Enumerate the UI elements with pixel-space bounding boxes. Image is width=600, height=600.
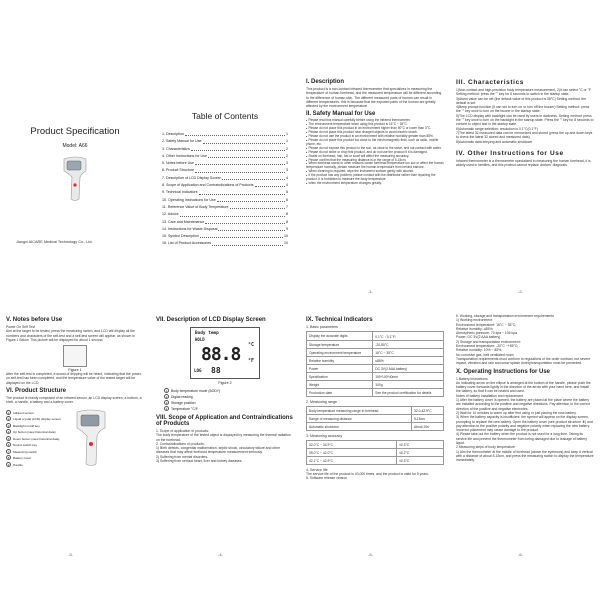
characteristic-item: 1)Non-contact and high-precision body temperature measurement, 2(it can select °C or °F. [456,88,592,92]
accuracy-caption: 3. Measuring accuracy [306,434,343,438]
part-item [6,416,61,423]
part-label: Up button (view historical data) [13,430,56,435]
toc-label: 11. Reference Value of Body Temperature [162,204,229,209]
table-cell: Relative humidity [307,357,373,365]
lcd-celsius: °C [247,342,254,348]
table-row [307,332,444,341]
section-operating-title: X. Operating Instructions for Use [456,368,551,375]
thermometer-structure-image [71,408,111,468]
structure-diagram [6,408,144,469]
toc-row [156,167,294,174]
toc-label: 4. Other Instructions for Use [162,153,207,158]
toc-leader [195,167,285,172]
characteristic-item: 6)Automatic range selection: resolution is 0.1°C(0.1°F) [456,126,538,131]
toc-leader [185,131,285,136]
table-row [307,407,444,415]
environment-item: No corrosive gas, well ventilated room; [456,352,515,357]
table-cell: ±0.3°C [397,457,444,465]
environment-item: 1) Working environment: [456,318,493,323]
lcd-digits: 88.8 [201,344,241,365]
scope-item: 1. Scope of application of products: [156,429,209,433]
environment-item: Environment temperature: -20°C ~+55°C; [456,344,519,349]
operating-item: 4) Please take out the battery when the product is not used for a long time. Taking its service life and prevent the thermometer from being damaged due to leakage of battery liquid. [456,432,587,446]
notes-text: Aim at the target to be tested, press the measuring switch, and LCD will display all the numbers and characters of the self-test and a self-test screen will appear, as shown in Figure 1 Below. This picture will be displayed for about 1 second. [6,329,135,342]
safety-item: ● when the environment temperature changes greatly. [306,182,444,186]
table-cell: ±0.3°C [397,441,444,449]
toc-page: 10 [284,234,288,239]
table-cell: Body temperature measuring range in forehead [307,407,412,415]
page-number: -1- [368,289,373,294]
table-cell: DC 3V(2 AAA battery) [373,365,444,373]
accuracy-table [306,440,444,465]
scope-item: The body temperature of the tested object is displayed by measuring the thermal radiation on the forehead. [156,433,291,442]
characteristic-item: 5)The LCD display with backlight can be used by users in darkness. Setting method: press the "" key once to turn on the backlight in the startup state. Press the "" key for 8 seconds to convert to object test in the startup state. [456,113,594,127]
toc-label: 2. Safety Manual for Use [162,139,202,144]
power-on-self-test: Power On Self Test [6,325,35,329]
toc-label: 3. Characteristics [162,146,190,151]
toc-label: 13. Care and Maintenance [162,219,205,224]
environment-item: 6. Working, storage and transportation environment requirements [456,314,554,318]
toc-leader [200,233,283,238]
toc-leader [180,211,285,216]
operating-item: 1) After the battery cover is opened, the battery are placed at the place where the battery are installed according to the positive and negative directions. Pay attention to the correct direction of the positive and negative electrodes. [456,398,591,411]
legend-item [164,406,294,412]
part-number: 4 [7,430,10,435]
table-cell: 16°C ~ 35°C [373,349,444,357]
lcd-log-label: LOG [194,368,202,373]
page-4 [150,308,300,544]
toc-label: 10. Operating Instructions for Use [162,197,216,202]
table-cell: 100g [373,381,444,389]
environment-item: Transportation requirements must conform to regulations of the order contract, but severe impact, vibration and rain and snow splash during transportation must be prevented. [456,356,591,366]
legend-label: Digital reading [171,395,193,399]
scope-item: 1) Birth defects, congenital malformation, septic shock, circulatory failure and other diseases that may affect forehead temperature measurement seriously. [156,446,281,455]
cover-title: Product Specification [30,126,120,137]
lcd-hold-label: HOLD [195,337,205,342]
characteristic-item: Setting method: press the "" key for 8 seconds to switch in the startup state. [456,92,570,97]
service-life-text: The service life of the product is 40,000 times, and the product is valid for 5 years. [306,472,429,476]
operating-item: Notes of battery installation and replacement [456,393,524,398]
legend-number: 3 [165,401,168,405]
toc-page: 1 [286,139,288,144]
part-number: 7 [7,449,10,454]
part-number: 3 [7,423,10,428]
page-number: -2- [518,289,523,294]
other-instructions-text: Infrared thermometer is a thermometer specialized in measuring the human forehead, it is widely used in families, and this product cannot replace doctors' diagnosis. [456,158,591,168]
toc-leader [205,219,285,224]
toc-page: 1 [286,132,288,136]
table-cell: Range of measuring distance [307,415,412,423]
toc-page: 5 [286,190,288,195]
toc-page: 2 [286,146,288,151]
section-scope-title: VIII. Scope of Application and Contraindications of Products [156,415,293,427]
scope-item: 3) Suffering from serious heart, liver and kidney diseases. [156,459,243,464]
toc-label: 16. List of Product Accessories [162,241,212,246]
toc-page: 2 [286,153,288,158]
software-version-text: 5. Software release version [306,476,348,481]
toc-leader [195,160,285,165]
table-row [307,457,444,465]
environment-requirements [456,314,594,366]
table-cell: -20-55°C [373,341,444,349]
lcd-display [190,327,260,379]
table-row [307,365,444,373]
toc-row [156,153,294,160]
page-2 [450,70,600,284]
toc-label: 6. Product Structure [162,168,194,173]
table-cell: 5-15cm [411,415,443,423]
toc-list [156,131,294,248]
section-structure-title: VI. Product Structure [6,388,67,395]
operating-item: 1.Battery instructions [456,376,488,381]
section-characteristics-title: III. Characteristics [456,79,524,86]
section-notes-title: V. Notes before Use [6,317,63,323]
toc-label: 15. Symbol Description [162,234,199,239]
part-label: Handle [13,462,23,467]
parts-list [6,410,61,469]
toc-row [156,233,294,240]
toc-row [156,197,294,204]
thermometer-image [60,155,90,203]
table-row [307,415,444,423]
toc-row [156,226,294,233]
section-lcd-title: VII. Description of LCD Display Screen [156,317,266,323]
table-cell: 32.0°C ~ 34.9°C [307,441,397,449]
basic-parameters-caption: 1. Basic parameters [306,325,338,329]
table-row [307,441,444,449]
safety-item: ● Please do not strike or drop this product, and do not use the product if it is damaged. [306,151,444,155]
legend-number: 1 [165,389,168,393]
measuring-range-caption: 2. Measuring range [306,400,337,404]
toc-row [156,240,294,247]
legend-number: 2 [165,395,168,399]
lcd-fahrenheit: °F [247,358,254,364]
part-number: 1 [7,410,10,415]
safety-item: ● Please do not place this product in an environment higher than 50°C or lower than 0°C. [306,127,444,131]
safety-list [306,119,444,185]
scope-item: 2) Suffering from mental disorders. [156,454,209,459]
table-cell: See the product certification for details [373,389,444,397]
toc-leader [191,146,285,151]
toc-row [156,219,294,226]
environment-item: 2) Storage and transportation environment: [456,339,521,344]
characteristic-item: 7)The latest 32 measured data can be memorized and stored (press the up and down keys to check the latest 32 stored and measured data) [456,130,593,140]
scope-item: 2. Contraindications of products: [156,441,205,446]
page-6 [450,308,600,544]
table-row [307,389,444,397]
description-text: This product is a non-contact infrared thermometer that specializes in measuring the temperature of human forehead, and the measured temperature will be different according to the difference of human skin. The different measured parts of human can result in different temperatures, this is because that the exposed parts of the human are greatly affected by the environment temperature. [306,87,442,109]
part-label: Sound switch key [13,443,38,448]
cover-company: Jiangxi AICARE Medical Technology Co., Ltd. [16,240,93,244]
table-cell: 0.1°C（0.1°F） [373,332,444,341]
part-item [6,429,61,436]
toc-page: 9 [286,226,288,231]
characteristic-item: 4)Beep prompt function (it can set to turn on or turn off the buzzer) Setting method: press the "" key once to turn on the buzzer in the startup state. [456,105,590,114]
characteristic-item: 3)Alarm value can be set (the default value of this product is 38°C) Setting method: the default is set. [456,96,587,105]
part-label: Down button (view historical data) [13,436,60,441]
operating-item: 2) Wait for 10 minutes to warm up after first using or just placing the new battery. [456,410,577,415]
structure-text: The product is mainly composed of an infrared sensor, an LCD display screen, a bottom, a shell, a handle, a battery and a battery cover. [6,396,142,405]
toc-label: 7. Description of LCD Display Screen [162,175,222,180]
safety-item: ● Please confirm that the measuring distance is in the range of 5-15cm. [306,159,444,163]
table-cell: 35.0°C ~ 42.0°C [307,449,397,457]
toc-label: 5. Notes before Use [162,161,194,166]
environment-item: Atmospheric pressure: 70 kpa ~ 106 kpa [456,331,517,336]
toc-page: 8 [286,219,288,224]
toc-leader [203,138,285,143]
legend-label: Body temperature mode (BODY) [171,389,221,393]
toc-row [156,131,294,138]
table-row [307,373,444,381]
environment-item: Environment temperature: 16°C ~ 35°C; [456,322,517,327]
safety-item: ● The environment temperature when using this product is 16°C ~ 35°C. [306,123,444,127]
table-row [307,341,444,349]
page-number: -6- [518,552,523,557]
toc-page: 8 [286,212,288,217]
figure-2-caption: Figure 2 [218,381,232,385]
toc-label: 8. Scope of Application and Contraindications of Products [162,183,254,188]
table-cell: Operating environment temperature [307,349,373,357]
table-cell: 42.1°C ~ 42.9°C [307,457,397,465]
table-cell: Weight [307,381,373,389]
cover-model: Model: A66 [62,143,88,149]
toc-row [156,211,294,218]
part-item [6,462,61,469]
toc-row [156,189,294,196]
toc-leader [255,182,286,187]
table-cell: Power [307,365,373,373]
part-number: 8 [7,456,10,461]
characteristics-list [456,88,594,144]
page-1 [300,70,450,284]
toc-label: 12. Advice [162,212,179,217]
operating-item: 3) When the battery capacity is insufficient, the symbol will appear on the display screen, prompting to replace the new battery. Open the battery cover (see product structure ⑧) and pay attention to the positive polarity and negative polarity when replacing the new battery. Incorrect placement may cause damage to the product. [456,415,593,433]
toc-page: 3 [286,161,288,166]
table-row [307,449,444,457]
environment-item: Relative humidity: ≤85%; [456,326,494,331]
operating-item: 1) Aim the thermometer at the middle of forehead (above the eyebrows) and keep it vertical with a distance of about 5-15cm, and press the measuring switch to display the temperature immediately. [456,449,594,463]
page-5 [300,308,450,544]
table-cell: Storage temperature [307,341,373,349]
table-cell: ±0.2°C [397,449,444,457]
part-number: 6 [7,443,10,448]
toc-row [156,146,294,153]
page-number: -5- [368,552,373,557]
measuring-range-table [306,406,444,431]
page-3 [0,308,150,544]
environment-item: Relative humidity: 10% ~ 85%; [456,348,503,353]
table-cell: Display the accurate digits [307,332,373,341]
page-number: -3- [68,552,73,557]
cover-page [0,70,150,284]
table-cell: ≤85% [373,357,444,365]
table-cell: Automatic shutdown [307,423,412,431]
table-row [307,423,444,431]
operating-instructions [456,377,594,463]
toc-leader [199,189,286,194]
toc-label: 1. Description [162,132,184,136]
part-number: 9 [7,462,10,467]
table-row [307,349,444,357]
safety-item: ● When forehead sweat or other reasons cause forehead temperature too low or affect the human temperature normally, please measure the human temperature from behind earlobe. [306,162,444,170]
toc-page: 4 [286,175,288,180]
parameters-table [306,331,444,397]
environment-item: Power: DC 3V(2 AAA battery) [456,335,501,340]
toc-row [156,204,294,211]
toc-title: Table of Contents [191,111,259,121]
lcd-legend [164,388,294,412]
section-other-title: IV. Other Instructions for Use [456,149,564,157]
figure-1-screen [63,345,87,367]
table-cell: 32.0-42.9°C [411,407,443,415]
lcd-storage-digits: 88 [211,366,221,375]
legend-label: Storage position [171,401,196,405]
toc-page: 4 [286,183,288,188]
toc-page: 7 [286,204,288,209]
toc-leader [212,240,283,245]
toc-leader [217,197,285,202]
part-label: Infrared sensor [13,410,34,415]
part-label: Liquid crystal (LCD) display screen [13,417,61,422]
safety-item: ● When cleaning is required, wipe the instrument surface gently with alcohol. [306,170,444,174]
safety-item: ● Please do not place this product too close to the electromagnetic field, such as radio, mobile phone, etc. [306,139,444,147]
section-description-title: I. Description [306,79,345,85]
part-number: 5 [7,436,10,441]
page-number: -4- [218,552,223,557]
section-safety-title: II. Safety Manual for Use [306,111,376,118]
safety-item: ● Please do not place this product near charged objects to avoid electric shock. [306,131,444,135]
part-number: 2 [7,417,10,422]
toc-leader [208,153,285,158]
section-technical-title: IX. Technical Indicators [306,317,373,323]
toc-page: 10 [284,241,288,246]
toc-page: 6 [286,197,288,202]
safety-item: ● Sweat on forehead, hair, hat or scarf will affect the measuring accuracy. [306,155,444,159]
toc-row [156,160,294,167]
table-row [307,381,444,389]
table-cell: Specification [307,373,373,381]
part-label: Battery cover [13,456,32,461]
toc-page [150,70,300,284]
table-row [307,357,444,365]
toc-page: 3 [286,168,288,173]
table-cell: 150*100*40mm [373,373,444,381]
service-life-caption: 4. Service life [306,468,328,472]
characteristic-item: 8)Automatic data keeping and automatic shutdown [456,139,533,144]
toc-label: 14. Instructions for Waste Disposal [162,226,218,231]
after-self-test-text: After the self-test is completed, a sound of dripping will be heard, indicating that the power-on self-test has been completed, and the temperature value of the tested target will be displayed on the LCD. [6,372,143,385]
safety-item: ● Please read this manual carefully before using the infrared thermometer. [306,119,444,123]
toc-row [156,182,294,189]
toc-leader [230,204,285,209]
lcd-body-temp-label: Body temp [195,331,219,336]
toc-label: 9. Technical Indicators [162,190,198,195]
part-label: Backlight on/off key [13,423,40,428]
legend-number: 4 [165,407,168,411]
table-cell: About 20s [411,423,443,431]
safety-item: ● Please do not use the product in an environment with relative humidity greater than 85%. [306,135,444,139]
toc-row [156,138,294,145]
scope-list [156,429,294,463]
safety-item: ● Please do not expose this product in the sun, as close to the stove, and not contact with water. [306,147,444,151]
figure-1-caption: Figure 1 [68,368,82,373]
operating-item: An indicating arrow on the ellipse is arranged at the bottom of the handle, please push the battery cover forwards lightly in the direction of the arrow with your hand here, and install the battery, so that it can be heated and used. [456,380,591,394]
table-cell: Production date [307,389,373,397]
toc-row [156,175,294,182]
part-label: Measuring switch [13,449,37,454]
toc-leader [218,226,285,231]
toc-leader [222,175,285,180]
safety-item: ● If the product has any problem, please contact with the distributor rather than repairing the product. It is forbidden to measure the body temperature [306,174,444,182]
legend-label: Temperature °C/F [171,407,198,411]
operating-item: 2.Measuring steps of body temperature [456,445,515,450]
